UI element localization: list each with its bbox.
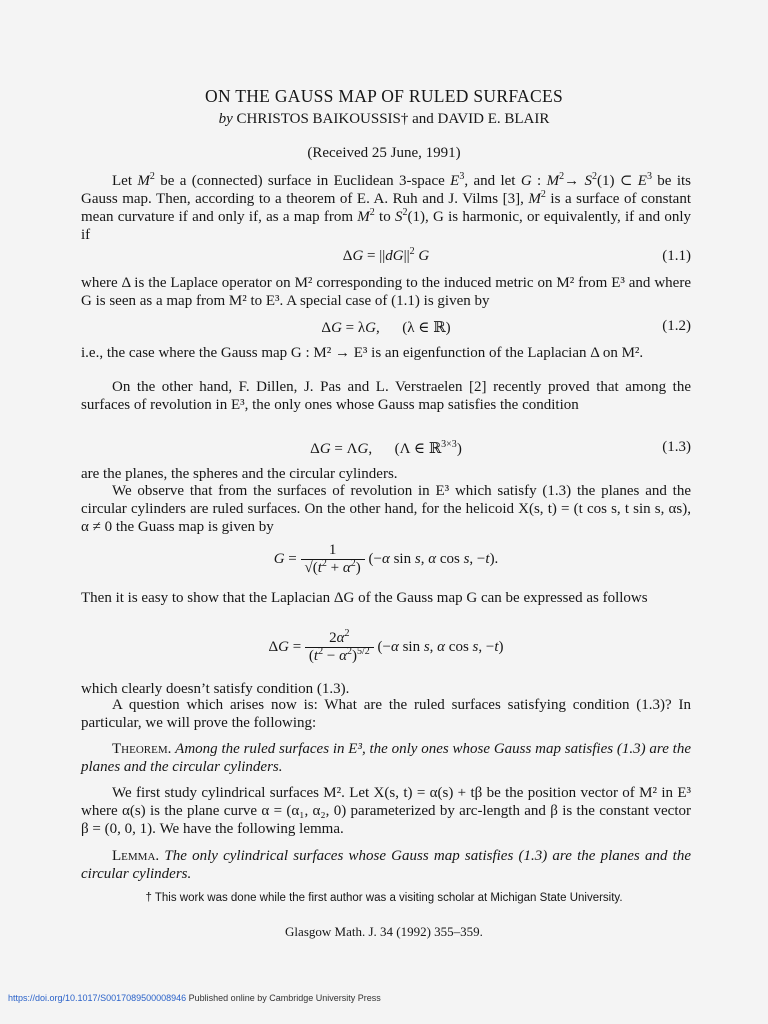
paragraph-question: A question which arises now is: What are the ruled surfaces satisfying condition (1.3)? In particular, we will prove the following: — [81, 697, 691, 731]
paper-title: ON THE GAUSS MAP OF RULED SURFACES — [205, 86, 563, 106]
publisher-note: Published online by Cambridge University Press — [186, 993, 381, 1003]
paragraph-condition: which clearly doesn’t satisfy condition (1.3). — [81, 681, 350, 697]
equation-1-3: ΔG = ΛG, (Λ ∈ ℝ$^{3\times 3}$) (1.3) — [310, 439, 691, 457]
doi-line — [8, 993, 381, 1003]
theorem-text: Among the ruled surfaces in E³, the only ones whose Gauss map satisfies (1.3) are the planes and the circular cylinders. — [81, 741, 691, 775]
doi-link[interactable]: https://doi.org/10.1017/S0017089500008946 — [8, 993, 187, 1003]
theorem-label: Theorem. — [112, 741, 172, 757]
paragraph-planes: are the planes, the spheres and the circular cylinders. — [81, 466, 398, 482]
paragraph-helicoid: We observe that from the surfaces of revolution in E³ which satisfy (1.3) the planes and the circular cylinders are ruled surfaces. On the other hand, for the helicoid X(s, t) = (t cos s, t sin s, αs), α ≠ 0 the Guass map is given by — [81, 483, 691, 535]
paragraph-laplacian: Then it is easy to show that the Laplacian ΔG of the Gauss map G can be expressed as follows — [81, 590, 648, 606]
received-date: (Received 25 June, 1991) — [307, 145, 461, 161]
lemma — [81, 847, 691, 883]
paragraph-dillen: On the other hand, F. Dillen, J. Pas and L. Verstraelen [2] recently proved that among the surfaces of revolution in E³, the only ones whose Gauss map satisfies the condition — [81, 379, 691, 413]
equation-number: (1.1) — [662, 248, 691, 264]
paragraph-intro: Let $M^2$ be a (connected) surface in Euclidean 3-space $E^3$, and let G : $M^2\to S^2(1)$ ⊂ $E^3$ be its Gauss map. Then, according to a theorem of E. A. Ruh and J. Vilms [3], $M^2$ is a surface of constant mean curvature if and only if, as a map from $M^2$ to $S^2(1)$, G is harmonic, or equivalently, if and only if — [81, 171, 692, 243]
equation-1-1: $\Delta G = ||dG||^2$ G (1.1) — [342, 246, 691, 264]
equation-1-2: ΔG = λG, (λ ∈ ℝ) (1.2) — [321, 318, 691, 336]
author-line — [0, 111, 768, 128]
paragraph-eigenfunction: i.e., the case where the Gauss map G : M² → E³ is an eigenfunction of the Laplacian Δ on M². — [81, 345, 644, 361]
paragraph-cylindrical: We first study cylindrical surfaces M². Let X(s, t) = α(s) + tβ be the position vector of M² in E³ where α(s) is the plane curve α = (α₁, α₂, 0) parameterized by arc-length and β is the constant vector β = (0, 0, 1). We have the following lemma. — [81, 785, 691, 837]
equation-number: (1.3) — [662, 439, 691, 455]
by-label: by — [218, 111, 233, 127]
authors: CHRISTOS BAIKOUSSIS† and DAVID E. BLAIR — [236, 111, 550, 127]
lemma-label: Lemma. — [112, 848, 160, 864]
theorem — [81, 740, 691, 776]
journal-citation: Glasgow Math. J. 34 (1992) 355–359. — [285, 924, 483, 939]
footnote: † This work was done while the first author was a visiting scholar at Michigan State University. — [145, 892, 623, 904]
paragraph-laplace: where Δ is the Laplace operator on M² corresponding to the induced metric on M² from E³ and where G is seen as a map from M² to E³. A special case of (1.1) is given by — [81, 275, 691, 309]
equation-gauss-map: G = $\frac{1}{√(t^2 + \alpha^2)}$ (−α sin s, α cos s, −t). — [273, 542, 499, 576]
lemma-text: The only cylindrical surfaces whose Gauss map satisfies (1.3) are the planes and the circular cylinders. — [81, 848, 692, 882]
equation-number: (1.2) — [662, 318, 691, 334]
equation-laplacian-gauss: ΔG = $\frac{2\alpha^2}{(t^2 - \alpha^2)^{5/2}}$ (−α sin s, α cos s, −t) — [268, 628, 504, 664]
